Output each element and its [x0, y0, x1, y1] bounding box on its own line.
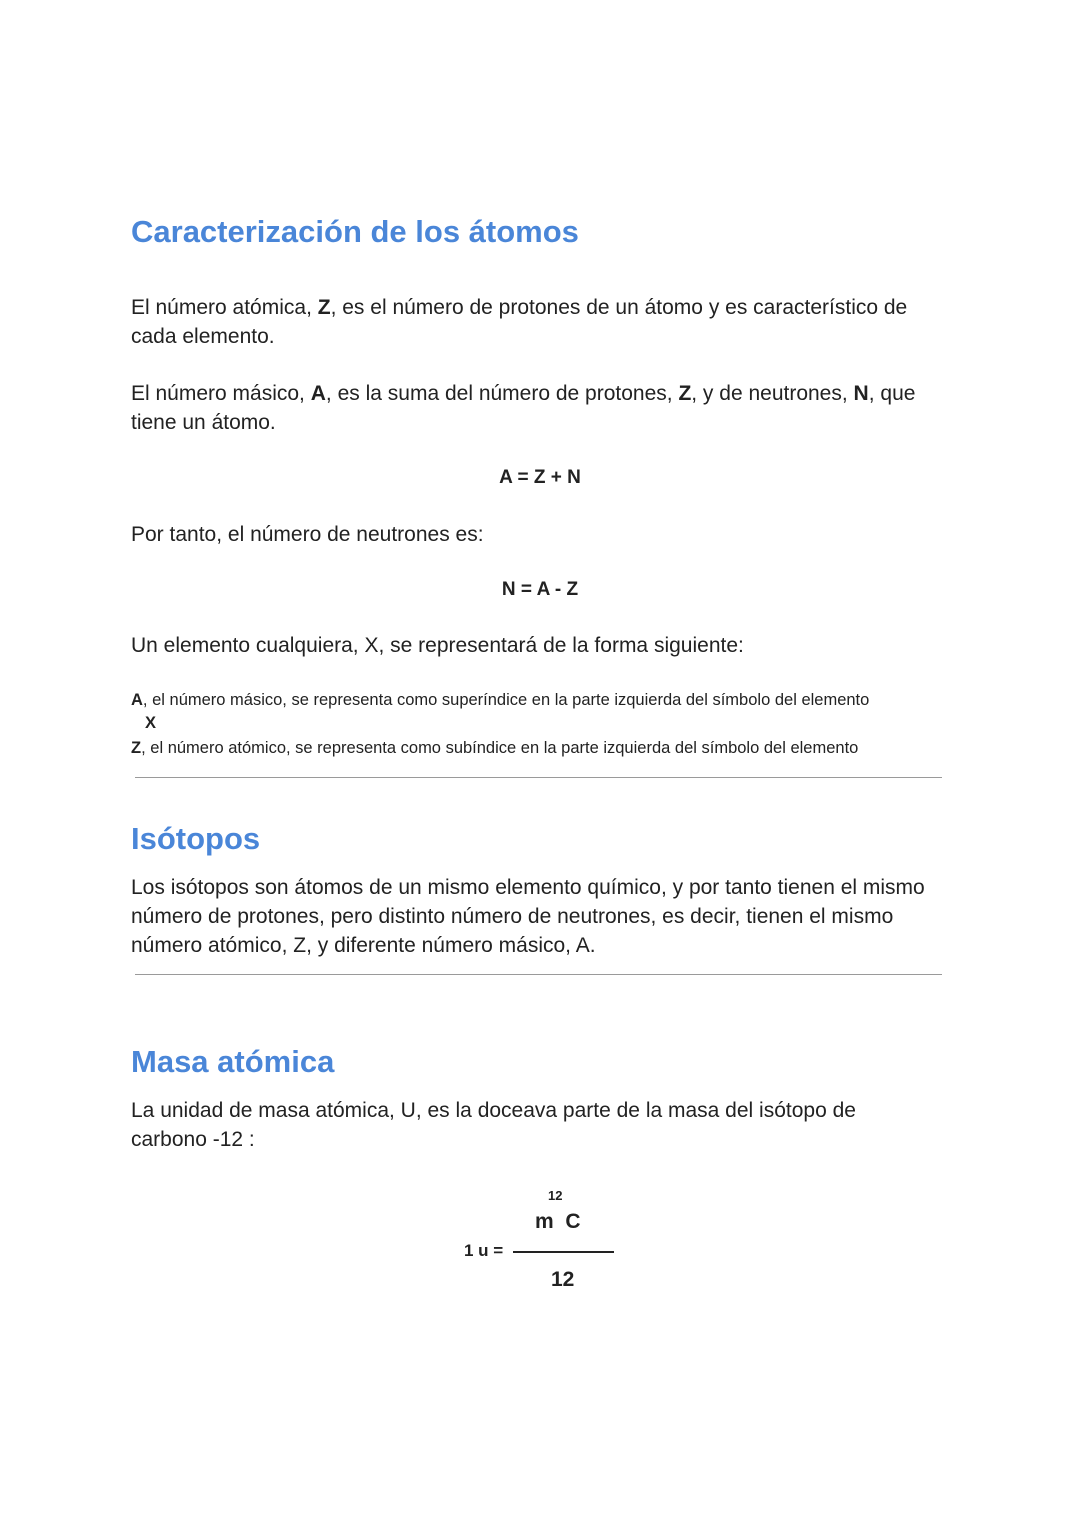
symbol-x: X: [145, 714, 157, 732]
paragraph-por-tanto: Por tanto, el número de neutrones es:: [131, 523, 484, 546]
paragraph-elemento-cualquiera: Un elemento cualquiera, X, se representará de la forma siguiente:: [131, 634, 744, 657]
text: , y de neutrones,: [691, 382, 854, 405]
fraction-bar: [513, 1251, 614, 1253]
text: , que tiene un átomo.: [131, 382, 916, 434]
paragraph-masa-atomica: La unidad de masa atómica, U, es la doceava parte de la masa del isótopo de carbono -12 :: [131, 1099, 856, 1151]
text: , el número másico, se representa como superíndice en la parte izquierda del símbolo del elemento: [142, 691, 870, 709]
formula-numerator: m C: [535, 1210, 581, 1233]
symbol-a: A: [131, 691, 143, 709]
equation-a-z-n: A = Z + N: [499, 467, 581, 488]
text: , es el número de protones de un átomo y es característico de cada elemento.: [131, 296, 908, 348]
formula-lhs: 1 u =: [464, 1241, 504, 1260]
symbol-z: Z: [678, 382, 692, 405]
section-title-masa-atomica: Masa atómica: [131, 1044, 335, 1079]
note-numero-atomico: [131, 736, 961, 760]
section-title-isotopos: Isótopos: [131, 821, 261, 856]
formula-superscript: 12: [548, 1188, 563, 1203]
symbol-n: N: [853, 382, 869, 405]
text: El número másico,: [131, 382, 311, 405]
symbol-a: A: [310, 382, 326, 405]
divider: [135, 777, 942, 778]
note-numero-masico: [131, 688, 961, 712]
paragraph-numero-masico: [131, 379, 951, 437]
equation-n-a-z: N = A - Z: [501, 579, 579, 600]
symbol-z: Z: [317, 296, 331, 319]
text: , el número atómico, se representa como subíndice en la parte izquierda del símbolo del elemento: [141, 739, 859, 757]
paragraph-isotopos: Los isótopos son átomos de un mismo elemento químico, y por tanto tienen el mismo número de protones, pero distinto número de neutrones, es decir, tienen el mismo número atómico, Z, y diferente número másico, A.: [131, 876, 925, 957]
symbol-z: Z: [131, 739, 142, 757]
text: , es la suma del número de protones,: [325, 382, 679, 405]
paragraph-numero-atomico: [131, 293, 951, 351]
section-title-caracterizacion: Caracterización de los átomos: [131, 214, 579, 249]
text: El número atómica,: [131, 296, 318, 319]
divider: [135, 974, 942, 975]
formula-denominator: 12: [551, 1268, 575, 1291]
